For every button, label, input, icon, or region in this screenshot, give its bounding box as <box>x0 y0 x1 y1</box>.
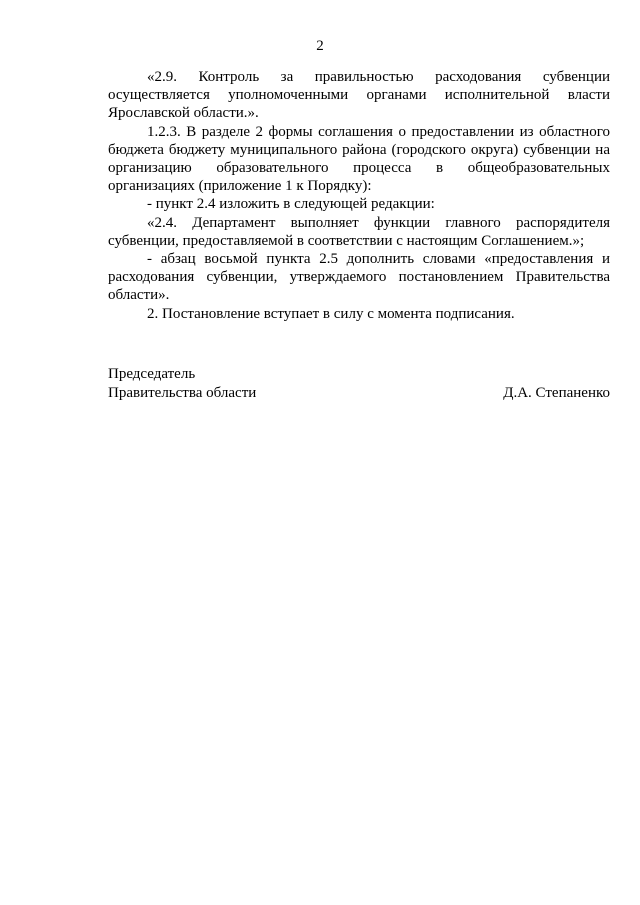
signatory-title-line2: Правительства области <box>108 384 257 401</box>
signature-block <box>108 365 610 402</box>
paragraph-2-9: «2.9. Контроль за правильностью расходования субвенции осуществляется уполномоченными органами исполнительной власти Ярославской области.». <box>108 69 610 122</box>
paragraph-1-2-3: 1.2.3. В разделе 2 формы соглашения о предоставлении из областного бюджета бюджету муниципального района (городского округа) субвенции на организацию образовательного процесса в общеобразовательных организациях (приложение 1 к Порядку): <box>108 123 610 195</box>
signatory-name: Д.А. Степаненко <box>503 384 610 401</box>
signatory-title-line1: Председатель <box>108 366 196 382</box>
signature-line <box>108 384 610 403</box>
document-body <box>108 68 610 323</box>
page-number: 2 <box>316 38 324 54</box>
paragraph-2-4: «2.4. Департамент выполняет функции главного распорядителя субвенции, предоставляемой в соответствии с настоящим Соглашением.»; <box>108 214 610 249</box>
paragraph-2-5-addition: - абзац восьмой пункта 2.5 дополнить словами «предоставления и расходования субвенции, утверждаемого постановлением Правительства области». <box>108 251 610 304</box>
paragraph-item-2-4-intro: - пункт 2.4 изложить в следующей редакции: <box>147 196 435 213</box>
paragraph-effective-date: 2. Постановление вступает в силу с момента подписания. <box>147 305 515 322</box>
